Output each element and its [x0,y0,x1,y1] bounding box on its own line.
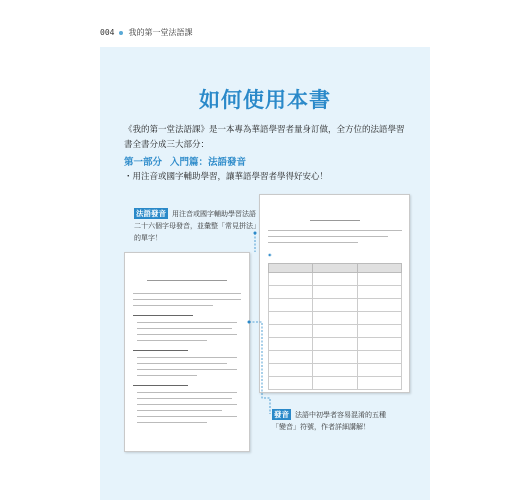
bullet-dot-icon [119,31,123,35]
callout-accents [272,409,392,433]
callout-pronunciation [134,208,259,244]
sample-page-right [259,194,410,393]
bullet-point: ・用注音或國字輔助學習，讓華語學習者學得好安心！ [124,172,329,182]
part-name: 入門篇：法語發音 [170,157,247,168]
sample-table [268,263,402,390]
page-header [100,27,192,38]
audio-icon: ◉ [268,252,272,257]
sample-page-title [310,215,360,221]
page-title: 如何使用本書 [199,88,331,112]
part-label: 第一部分 [124,157,163,168]
callout-tag: 法語發音 [136,209,166,218]
callout-tag: 發音 [274,410,289,419]
sample-page-title [147,275,227,281]
intro-paragraph: 《我的第一堂法語課》是一本專為華語學習者量身訂做，全方位的法語學習書全書分成三大部分： [124,125,405,150]
page-number: 004 [100,28,115,37]
part-heading [124,154,254,168]
callout-text: 法語中初學者容易混淆的五種「變音」符號，作者詳細講解！ [272,411,386,431]
sample-page-left [124,252,250,452]
callout-text: 用注音或國字輔助學習法語二十六個字母發音，並彙整「常見拼法」的單字！ [134,210,257,242]
book-title: 我的第一堂法語課 [128,28,193,37]
